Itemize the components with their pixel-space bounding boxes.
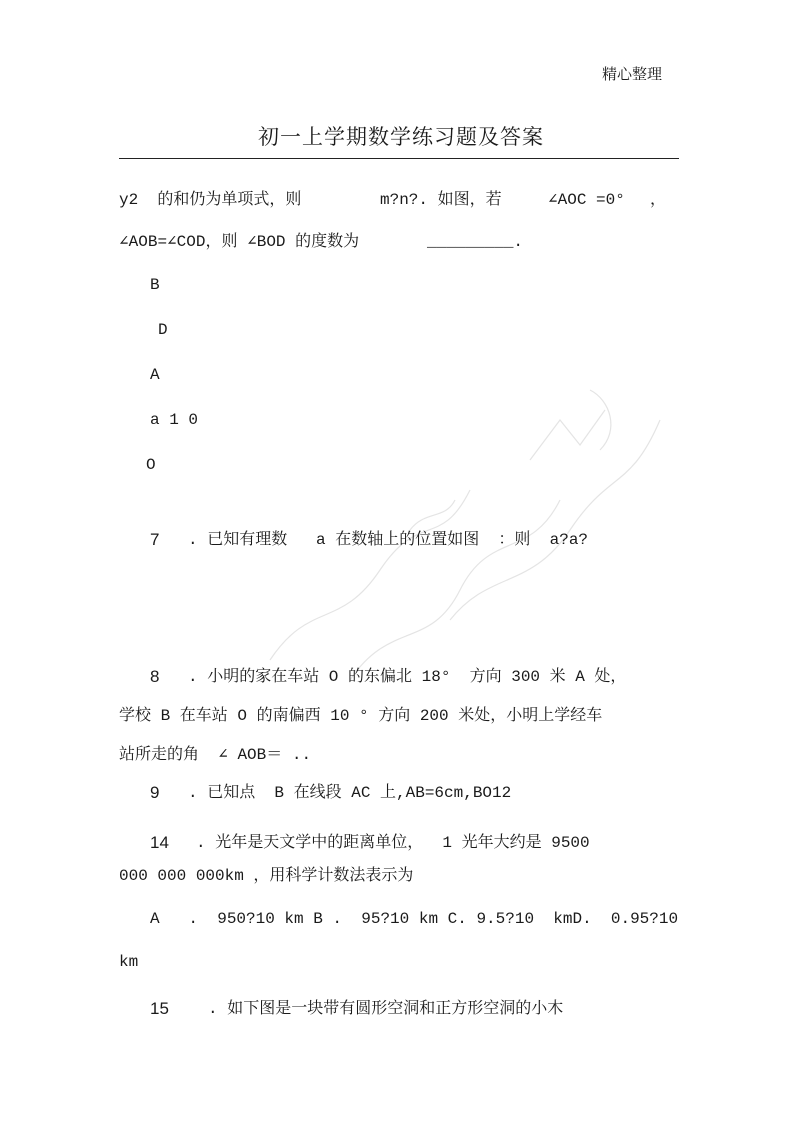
question-15-number: 15 — [150, 999, 169, 1018]
figure-label-a: A — [150, 366, 160, 384]
question-14-unit: km — [119, 953, 139, 971]
figure-label-a10: a 1 0 — [150, 411, 199, 429]
question-14-line-2: 000 000 000km ，用科学计数法表示为 — [119, 867, 414, 885]
question-8-line-3: 站所走的角 ∠ AOB＝ .. — [119, 746, 312, 764]
line-1-comma: ， — [650, 191, 667, 209]
question-8-text: . 小明的家在车站 O 的东偏北 18° 方向 300 米 A 处， — [188, 668, 627, 686]
question-15-text: . 如下图是一块带有圆形空洞和正方形空洞的小木 — [208, 1000, 564, 1018]
answer-blank: _________. — [427, 233, 524, 251]
faint-watermark — [230, 300, 690, 720]
question-9-number: 9 — [150, 783, 160, 802]
figure-label-b: B — [150, 276, 160, 294]
question-7-text: . 已知有理数 a 在数轴上的位置如图 ：则 a?a? — [188, 531, 589, 549]
figure-label-o: O — [146, 456, 156, 474]
line-1-part-a: y2 的和仍为单项式，则 — [119, 191, 302, 209]
line-1-part-b: m?n?. 如图，若 — [380, 191, 502, 209]
question-7-number: 7 — [150, 530, 160, 549]
page-title: 初一上学期数学练习题及答案 — [258, 125, 544, 149]
question-14-options: A . 950?10 km B . 95?10 km C. 9.5?10 kmD. 0.95?10 — [150, 910, 679, 928]
question-14-number: 14 — [150, 833, 169, 852]
question-8-number: 8 — [150, 667, 160, 686]
line-1-angle: ∠AOC =0° — [548, 191, 625, 209]
question-8-line-2: 学校 B 在车站 O 的南偏西 10 ° 方向 200 米处，小明上学经车 — [119, 707, 603, 725]
title-divider — [119, 158, 679, 159]
figure-label-d: D — [158, 321, 168, 339]
line-2-question: ∠AOB=∠COD，则 ∠BOD 的度数为 — [119, 233, 360, 251]
question-9-text: . 已知点 B 在线段 AC 上,AB=6cm,BO12 — [188, 784, 512, 802]
header-note: 精心整理 — [602, 65, 663, 83]
question-14-text: . 光年是天文学中的距离单位， 1 光年大约是 9500 — [196, 834, 590, 852]
